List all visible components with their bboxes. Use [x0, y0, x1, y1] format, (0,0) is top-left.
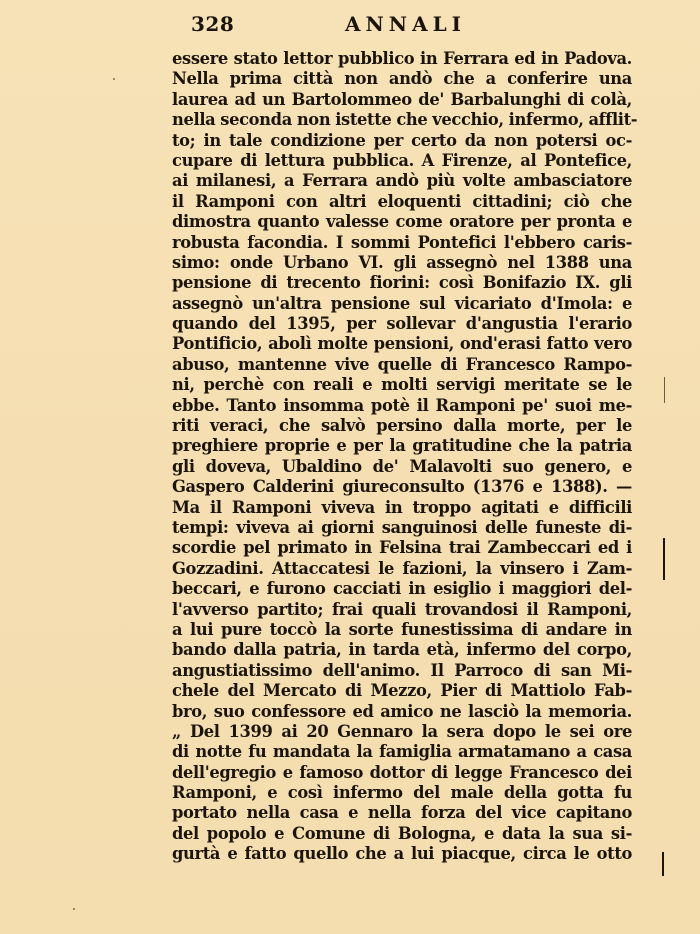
text-line: pensione di trecento fiorini: così Bonifazio IX. gli: [172, 273, 632, 293]
text-line: dimostra quanto valesse come oratore per pronta e: [172, 212, 632, 232]
text-line: ai milanesi, a Ferrara andò più volte ambasciatore: [172, 171, 632, 191]
text-line: assegnò un'altra pensione sul vicariato d'Imola: e: [172, 293, 632, 313]
text-line: angustiatissimo dell'animo. Il Parroco di san Mi-: [172, 660, 632, 680]
text-line: robusta facondia. I sommi Pontefici l'ebbero caris-: [172, 232, 632, 252]
text-line: portato nella casa e nella forza del vice capitano: [172, 803, 632, 823]
text-line: di notte fu mandata la famiglia armatamano a casa: [172, 742, 632, 762]
margin-mark: [663, 538, 665, 580]
text-line: del popolo e Comune di Bologna, e data la sua si-: [172, 823, 632, 843]
text-line: quando del 1395, per sollevar d'angustia l'erario: [172, 314, 632, 334]
text-line: chele del Mercato di Mezzo, Pier di Mattiolo Fab-: [172, 681, 632, 701]
text-line: dell'egregio e famoso dottor di legge Francesco dei: [172, 762, 632, 782]
text-line: to; in tale condizione per certo da non potersi oc-: [172, 130, 632, 150]
scan-speck: [73, 908, 75, 910]
text-line: il Ramponi con altri eloquenti cittadini; ciò che: [172, 191, 632, 211]
body-text: [172, 49, 638, 865]
text-line: gurtà e fatto quello che a lui piacque, circa le otto: [172, 844, 632, 864]
text-line: Ma il Ramponi viveva in troppo agitati e difficili: [172, 497, 632, 517]
text-line: Nella prima città non andò che a conferire una: [172, 69, 632, 89]
text-line: scordie pel primato in Felsina trai Zambeccari ed i: [172, 538, 632, 558]
text-line: Gaspero Calderini giureconsulto (1376 e 1388). —: [172, 477, 632, 497]
page-header: [0, 9, 700, 37]
text-line: ni, perchè con reali e molti servigi meritate se le: [172, 375, 632, 395]
text-line: cupare di lettura pubblica. A Firenze, al Pontefice,: [172, 150, 632, 170]
text-line: tempi: viveva ai giorni sanguinosi delle funeste di-: [172, 517, 632, 537]
text-line: Gozzadini. Attaccatesi le fazioni, la vinsero i Zam-: [172, 558, 632, 578]
text-line: nella seconda non istette che vecchio, infermo, afflit-: [172, 110, 638, 130]
text-line: beccari, e furono cacciati in esiglio i maggiori del-: [172, 579, 632, 599]
text-line: bro, suo confessore ed amico ne lasciò la memoria.: [172, 701, 632, 721]
text-line: essere stato lettor pubblico in Ferrara ed in Padova.: [172, 49, 632, 68]
text-line: laurea ad un Bartolommeo de' Barbalunghi di colà,: [172, 89, 632, 109]
text-line: riti veraci, che salvò persino dalla morte, per le: [172, 416, 632, 436]
page-number: 328: [191, 12, 235, 36]
margin-mark: [664, 377, 665, 403]
text-line: a lui pure toccò la sorte funestissima di andare in: [172, 619, 632, 639]
text-line: „ Del 1399 ai 20 Gennaro la sera dopo le sei ore: [172, 721, 632, 741]
text-line: Ramponi, e così infermo del male della gotta fu: [172, 783, 632, 803]
text-line: preghiere proprie e per la gratitudine che la patria: [172, 436, 632, 456]
text-line: bando dalla patria, in tarda età, infermo del corpo,: [172, 640, 632, 660]
running-title: ANNALI: [345, 12, 467, 36]
text-line: simo: onde Urbano VI. gli assegnò nel 1388 una: [172, 252, 632, 272]
scan-speck: [113, 78, 115, 80]
margin-mark: [662, 852, 664, 876]
text-line: l'avverso partito; frai quali trovandosi il Ramponi,: [172, 599, 632, 619]
text-line: gli doveva, Ubaldino de' Malavolti suo genero, e: [172, 456, 632, 476]
text-line: ebbe. Tanto insomma potè il Ramponi pe' suoi me-: [172, 395, 632, 415]
text-line: abuso, mantenne vive quelle di Francesco Rampo-: [172, 354, 632, 374]
text-line: Pontificio, abolì molte pensioni, ond'erasi fatto vero: [172, 334, 632, 354]
